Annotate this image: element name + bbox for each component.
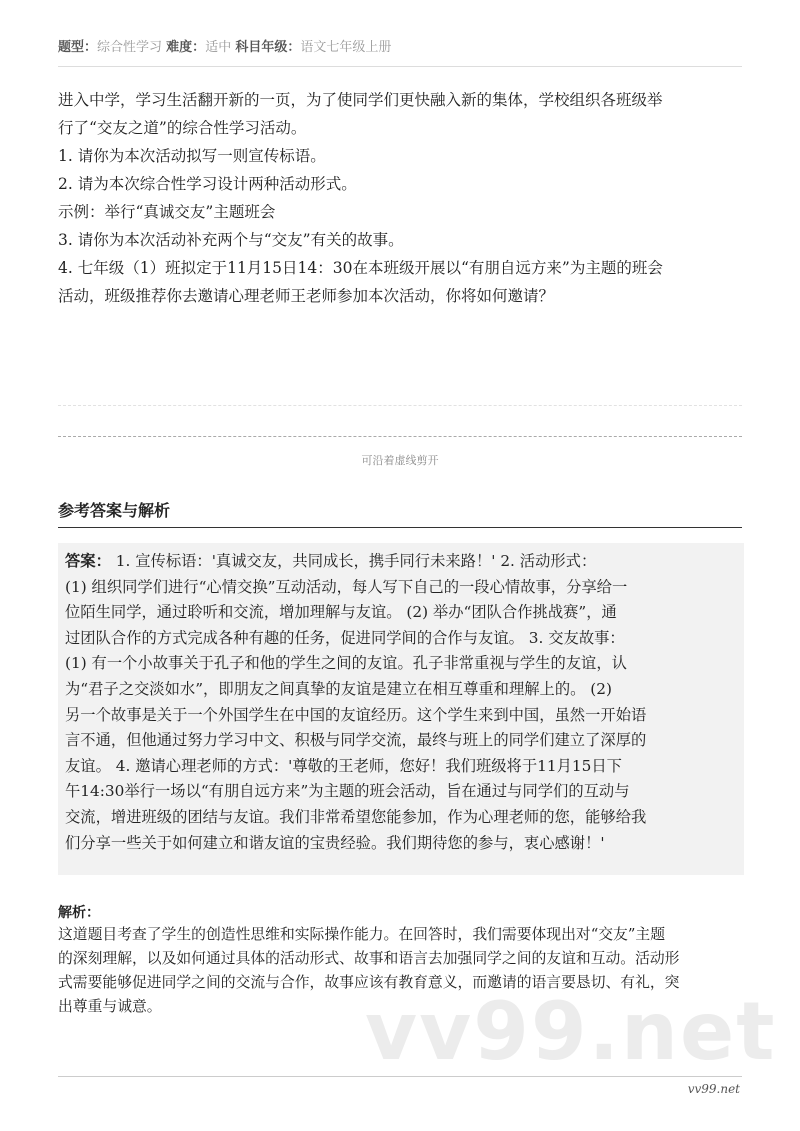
answer-line: 午14:30举行一场以“有朋自远方来”为主题的班会活动，旨在通过与同学们的互动与 <box>65 782 630 801</box>
section-divider <box>58 527 742 528</box>
answer-line: (1) 有一个小故事关于孔子和他的学生之间的友谊。孔子非常重视与学生的友谊，认 <box>65 654 627 673</box>
cut-line <box>58 436 742 437</box>
cut-hint: 可沿着虚线剪开 <box>361 454 439 467</box>
answer-line: 交流，增进班级的团结与友谊。我们非常希望您能参加，作为心理老师的您，能够给我 <box>65 807 647 826</box>
footer-site: vv99.net <box>687 1082 740 1096</box>
question-body <box>58 86 748 310</box>
answer-line: 另一个故事是关于一个外国学生在中国的友谊经历。这个学生来到中国，虽然一开始语 <box>65 705 647 724</box>
question-line: 示例：举行“真诚交友”主题班会 <box>58 203 276 221</box>
explanation-line: 的深刻理解，以及如何通过具体的活动形式、故事和语言去加强同学之间的友谊和互动。活动形 <box>58 950 680 967</box>
type-value: 综合性学习 <box>97 40 163 55</box>
question-line: 1. 请你为本次活动拟写一则宣传标语。 <box>58 147 326 165</box>
difficulty-value: 适中 <box>205 40 232 55</box>
answer-line: 为“君子之交淡如水”，即朋友之间真挚的友谊是建立在相互尊重和理解上的。 (2) <box>65 679 612 698</box>
watermark: vv99.net <box>365 985 777 1078</box>
divider <box>58 66 742 67</box>
explanation-label: 解析： <box>58 905 100 921</box>
explanation-line: 出尊重与诚意。 <box>58 998 162 1015</box>
grade-label: 科目年级： <box>235 40 301 55</box>
question-line: 行了“交友之道”的综合性学习活动。 <box>58 119 307 137</box>
question-line: 3. 请你为本次活动补充两个与“交友”有关的故事。 <box>58 231 404 249</box>
answer-line: 言不通，但他通过努力学习中文、积极与同学交流，最终与班上的同学们建立了深厚的 <box>65 731 647 750</box>
answer-line: 位陌生同学，通过聆听和交流，增加理解与友谊。 (2) 举办“团队合作挑战赛”，通 <box>65 603 617 622</box>
answer-line: 们分享一些关于如何建立和谐友谊的宝贵经验。我们期待您的参与，衷心感谢！' <box>65 833 605 852</box>
question-meta <box>58 36 391 55</box>
dashed-line-light <box>58 405 742 406</box>
difficulty-label: 难度： <box>166 40 206 55</box>
section-title: 参考答案与解析 <box>58 501 171 520</box>
answer-line: 1. 宣传标语：'真诚交友，共同成长，携手同行未来路！' 2. 活动形式： <box>110 552 597 570</box>
answer-box <box>58 543 744 875</box>
grade-value: 语文七年级上册 <box>300 40 392 55</box>
question-line: 进入中学，学习生活翻开新的一页，为了使同学们更快融入新的集体，学校组织各班级举 <box>58 91 663 109</box>
answer-line: (1) 组织同学们进行“心情交换”互动活动，每人写下自己的一段心情故事，分享给一 <box>65 577 628 596</box>
answer-line: 友谊。 4. 邀请心理老师的方式：'尊敬的王老师，您好！我们班级将于11月15日下 <box>65 756 622 775</box>
answer-label: 答案： <box>65 552 111 570</box>
explanation-line: 这道题目考查了学生的创造性思维和实际操作能力。在回答时，我们需要体现出对“交友”主题 <box>58 926 666 943</box>
type-label: 题型： <box>58 40 98 55</box>
question-line: 2. 请为本次综合性学习设计两种活动形式。 <box>58 175 357 193</box>
answer-line: 过团队合作的方式完成各种有趣的任务，促进同学间的合作与友谊。 3. 交友故事： <box>65 628 625 647</box>
question-line: 活动，班级推荐你去邀请心理老师王老师参加本次活动，你将如何邀请？ <box>58 287 555 305</box>
explanation-body <box>58 923 748 1019</box>
question-line: 4. 七年级（1）班拟定于11月15日14：30在本班级开展以“有朋自远方来”为主题的班会 <box>58 259 663 277</box>
explanation-line: 式需要能够促进同学之间的交流与合作，故事应该有教育意义，而邀请的语言要恳切、有礼，突 <box>58 974 680 991</box>
footer-divider <box>58 1076 742 1077</box>
